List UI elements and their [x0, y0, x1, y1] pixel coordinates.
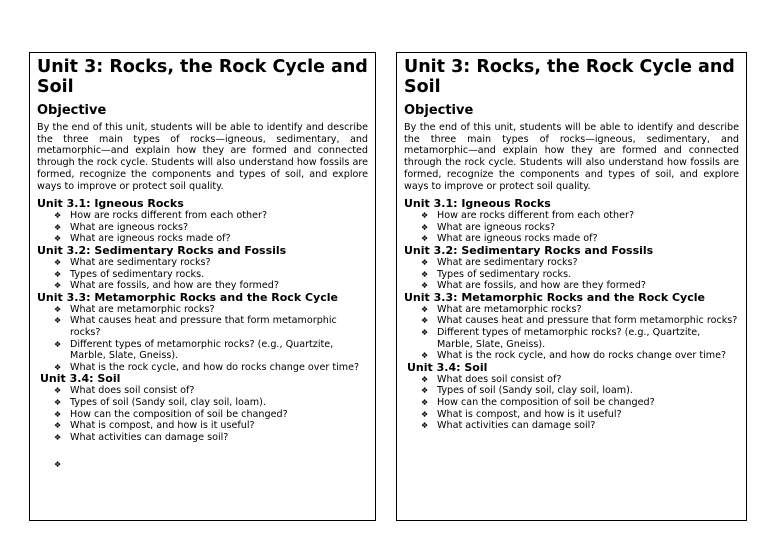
list-item [52, 315, 368, 338]
list-item-text: Different types of metamorphic rocks? (e.g., Quartzite, Marble, Slate, Gneiss). [437, 326, 701, 350]
list-item-text: Types of soil (Sandy soil, clay soil, loam). [70, 396, 266, 408]
list-item-text: Different types of metamorphic rocks? (e.g., Quartzite, Marble, Slate, Gneiss). [70, 338, 334, 362]
unit-heading-3-2: Unit 3.2: Sedimentary Rocks and Fossils [37, 244, 287, 257]
list-item [52, 257, 368, 269]
diamond-bullet-icon: ❖ [54, 222, 62, 232]
list-item [419, 327, 739, 350]
list-item-text: What are fossils, and how are they formed? [437, 280, 646, 292]
unit-3-1-list [37, 210, 368, 245]
list-item-text: Types of sedimentary rocks. [437, 268, 572, 280]
diamond-bullet-icon: ❖ [421, 316, 429, 326]
list-item [52, 409, 368, 421]
unit-heading-3-1: Unit 3.1: Igneous Rocks [404, 197, 551, 211]
list-item-text: Types of sedimentary rocks. [70, 268, 205, 280]
list-item [419, 210, 739, 222]
unit-3-2-list [404, 257, 739, 292]
list-item [419, 409, 739, 421]
list-item-text: What are sedimentary rocks? [437, 257, 578, 268]
diamond-bullet-icon: ❖ [54, 269, 62, 279]
unit-heading-3-2: Unit 3.2: Sedimentary Rocks and Fossils [404, 244, 654, 257]
diamond-bullet-icon: ❖ [421, 351, 429, 361]
list-item [419, 257, 739, 269]
list-item [52, 222, 368, 234]
unit-card-right [396, 52, 747, 521]
list-item-text: How can the composition of soil be changed? [70, 408, 288, 420]
list-item-text: What does soil consist of? [70, 385, 195, 397]
unit-heading-3-4: Unit 3.4: Soil [40, 372, 121, 386]
list-item [52, 397, 368, 409]
list-item [52, 339, 368, 362]
diamond-bullet-icon: ❖ [54, 316, 62, 326]
diamond-bullet-icon: ❖ [421, 281, 429, 291]
diamond-bullet-icon: ❖ [54, 409, 62, 419]
list-item [52, 269, 368, 281]
list-item-text: What is the rock cycle, and how do rocks change over time? [70, 361, 360, 373]
unit-3-4-list [37, 385, 368, 443]
list-item-text: What causes heat and pressure that form metamorphic rocks? [70, 315, 337, 338]
diamond-bullet-icon: ❖ [421, 234, 429, 244]
unit-3-3-list [404, 304, 739, 362]
diamond-bullet-icon: ❖ [421, 222, 429, 232]
unit-3-2-list [37, 257, 368, 292]
diamond-bullet-icon: ❖ [421, 374, 429, 384]
list-item-text: How are rocks different from each other? [437, 210, 635, 222]
list-item-text: How are rocks different from each other? [70, 210, 268, 222]
unit-heading-3-3: Unit 3.3: Metamorphic Rocks and the Rock Cycle [37, 290, 338, 304]
list-item-text: What are metamorphic rocks? [437, 303, 582, 315]
list-item [419, 222, 739, 234]
objective-text: By the end of this unit, students will be able to identify and describe the three main types of rocks—igneous, sedimentary, and metamorphic—and explain how they are formed and connected through the rock cycle. Students will also understand how fossils are formed, recognize the components and types of soil, and explore ways to improve or protect soil quality. [404, 122, 739, 192]
diamond-bullet-icon: ❖ [421, 304, 429, 314]
list-item-text: What are igneous rocks made of? [70, 233, 231, 245]
list-item-text: What are fossils, and how are they formed? [70, 280, 279, 292]
list-item [419, 350, 739, 362]
diamond-bullet-icon: ❖ [54, 362, 62, 372]
objective-heading: Objective [37, 103, 107, 118]
unit-3-1-list [404, 210, 739, 245]
diamond-bullet-icon: ❖ [421, 258, 429, 267]
list-item [419, 420, 739, 432]
list-item [52, 432, 368, 444]
unit-title: Unit 3: Rocks, the Rock Cycle and Soil [37, 57, 368, 97]
diamond-bullet-icon: ❖ [54, 304, 62, 314]
unit-heading-3-1: Unit 3.1: Igneous Rocks [37, 197, 184, 211]
list-item [52, 420, 368, 432]
list-item [52, 362, 368, 374]
list-item-text: What are metamorphic rocks? [70, 303, 215, 315]
list-item [419, 397, 739, 409]
list-item-text: What are igneous rocks? [70, 221, 189, 233]
diamond-bullet-icon: ❖ [54, 211, 62, 221]
list-item-text: Types of soil (Sandy soil, clay soil, loam). [437, 385, 633, 397]
diamond-bullet-icon: ❖ [421, 409, 429, 419]
diamond-bullet-icon: ❖ [421, 421, 429, 431]
diamond-bullet-icon: ❖ [54, 339, 62, 349]
list-item-text: What are igneous rocks made of? [437, 233, 598, 245]
list-item-text: What are sedimentary rocks? [70, 257, 211, 268]
list-item-text: What activities can damage soil? [437, 420, 596, 432]
diamond-bullet-icon: ❖ [54, 386, 62, 396]
list-item [52, 280, 368, 292]
list-item-text: What are igneous rocks? [437, 221, 556, 233]
diamond-bullet-icon: ❖ [54, 234, 62, 244]
diamond-bullet-icon: ❖ [54, 281, 62, 291]
list-item [419, 374, 739, 386]
diamond-bullet-icon: ❖ [421, 327, 429, 337]
objective-text: By the end of this unit, students will be able to identify and describe the three main types of rocks—igneous, sedimentary, and metamorphic—and explain how they are formed and connected through the rock cycle. Students will also understand how fossils are formed, recognize the components and types of soil, and explore ways to improve or protect soil quality. [37, 122, 368, 192]
list-item [52, 233, 368, 245]
list-item [419, 269, 739, 281]
objective-heading: Objective [404, 103, 474, 118]
list-item [419, 315, 739, 327]
diamond-bullet-icon: ❖ [54, 460, 62, 470]
unit-3-4-list [404, 374, 739, 432]
diamond-bullet-icon: ❖ [54, 432, 62, 442]
list-item [419, 304, 739, 316]
list-item [52, 210, 368, 222]
diamond-bullet-icon: ❖ [421, 211, 429, 221]
unit-card-left [29, 52, 376, 521]
list-item-text: What is compost, and how is it useful? [70, 420, 255, 432]
diamond-bullet-icon: ❖ [54, 421, 62, 431]
list-item-text: What causes heat and pressure that form metamorphic rocks? [437, 315, 738, 327]
list-item-text: What is compost, and how is it useful? [437, 408, 622, 420]
diamond-bullet-icon: ❖ [54, 397, 62, 407]
diamond-bullet-icon: ❖ [421, 269, 429, 279]
unit-title: Unit 3: Rocks, the Rock Cycle and Soil [404, 57, 735, 97]
empty-list-item [37, 459, 368, 471]
list-item-text: What activities can damage soil? [70, 431, 229, 443]
list-item-text: What does soil consist of? [437, 373, 562, 385]
diamond-bullet-icon: ❖ [421, 386, 429, 396]
list-item [419, 385, 739, 397]
list-item-text: How can the composition of soil be changed? [437, 396, 655, 408]
diamond-bullet-icon: ❖ [54, 258, 62, 267]
unit-heading-3-4: Unit 3.4: Soil [407, 360, 488, 374]
list-item [52, 385, 368, 397]
unit-heading-3-3: Unit 3.3: Metamorphic Rocks and the Rock Cycle [404, 290, 705, 304]
unit-3-3-list [37, 304, 368, 374]
list-item [419, 280, 739, 292]
list-item-text: What is the rock cycle, and how do rocks change over time? [437, 350, 727, 362]
list-item [419, 233, 739, 245]
diamond-bullet-icon: ❖ [421, 397, 429, 407]
list-item [52, 304, 368, 316]
